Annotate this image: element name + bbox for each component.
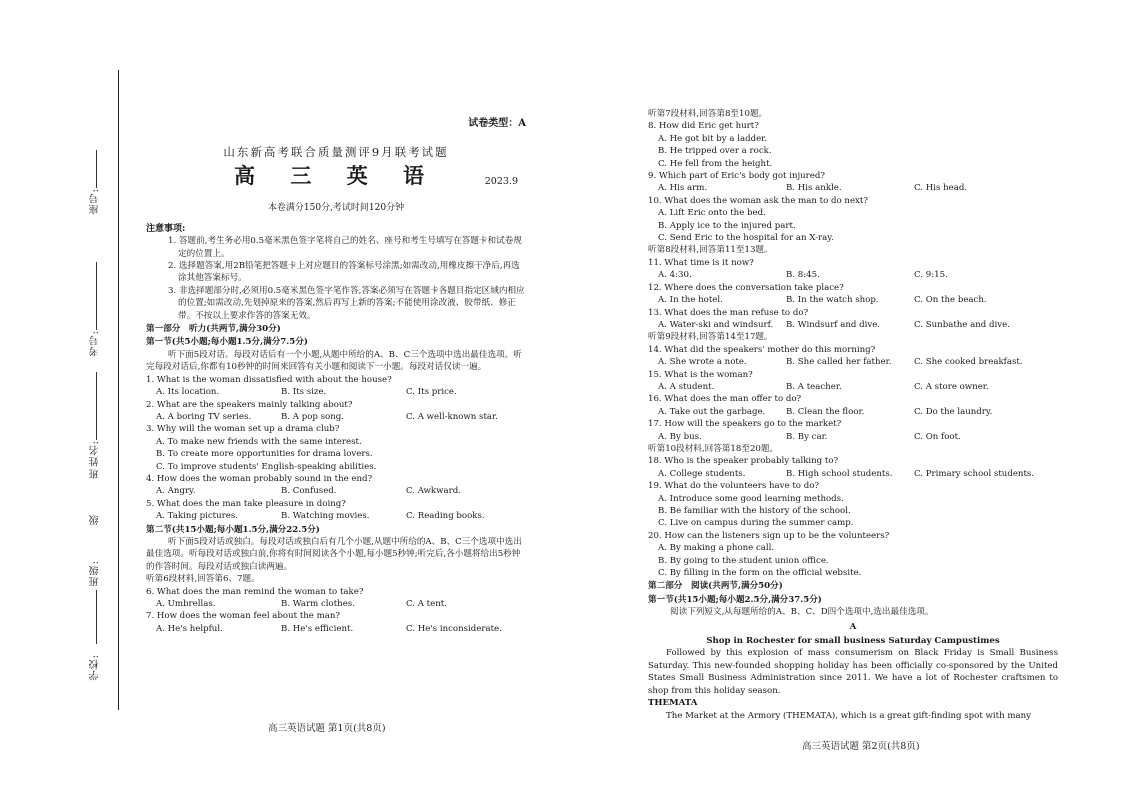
question-10-options bbox=[658, 207, 1058, 244]
option: B. Apply ice to the injured part. bbox=[658, 220, 796, 231]
question-11: 11. What time is it now? bbox=[648, 257, 754, 268]
part-2-section-1-heading: 第一节(共15小题;每小题2.5分,满分37.5分) bbox=[648, 594, 822, 605]
question-18-options bbox=[658, 468, 1058, 480]
option: A. Its location. bbox=[156, 387, 220, 398]
exam-no-blank bbox=[96, 262, 97, 330]
option: C. Awkward. bbox=[406, 486, 461, 497]
question-17: 17. How will the speakers go to the market? bbox=[648, 419, 842, 430]
question-8-options bbox=[658, 133, 1058, 170]
option: A. By bus. bbox=[658, 431, 702, 442]
option: B. She called her father. bbox=[786, 357, 892, 368]
option: A. Lift Eric onto the bed. bbox=[658, 208, 766, 219]
option: B. Watching movies. bbox=[281, 511, 370, 522]
option: C. Its price. bbox=[406, 387, 457, 398]
option: B. Confused. bbox=[281, 486, 337, 497]
name-blank bbox=[96, 372, 97, 440]
question-10: 10. What does the woman ask the man to do next? bbox=[648, 195, 868, 206]
option: C. Do the laundry. bbox=[914, 406, 993, 417]
question-5-options bbox=[156, 510, 526, 522]
themata-heading: THEMATA bbox=[648, 698, 698, 709]
option: A. Angry. bbox=[156, 486, 196, 497]
option: B. High school students. bbox=[786, 468, 893, 479]
question-19: 19. What do the volunteers have to do? bbox=[648, 481, 819, 492]
option: C. Primary school students. bbox=[914, 468, 1035, 479]
question-12: 12. Where does the conversation take place? bbox=[648, 282, 844, 293]
option: B. Clean the floor. bbox=[786, 406, 865, 417]
question-1: 1. What is the woman dissatisfied with about the house? bbox=[146, 374, 392, 385]
class-blank bbox=[96, 590, 97, 644]
question-11-options bbox=[658, 269, 1058, 281]
question-20: 20. How can the listeners sign up to be the volunteers? bbox=[648, 530, 890, 541]
page-2-footer: 高三英语试题 第2页(共8页) bbox=[802, 741, 920, 752]
material-10-heading: 听第10段材料,回答第18至20题。 bbox=[648, 443, 779, 454]
question-2: 2. What are the speakers mainly talking about? bbox=[146, 399, 353, 410]
seat-label: 座号: bbox=[90, 188, 101, 215]
option: C. On foot. bbox=[914, 431, 961, 442]
question-13-options bbox=[658, 319, 1058, 331]
question-5: 5. What does the man take pleasure in doing? bbox=[146, 498, 346, 509]
passage-paragraph: The Market at the Armory (THEMATA), which is a great gift-finding spot with many bbox=[666, 710, 1032, 721]
option: B. By car. bbox=[786, 431, 828, 442]
option: A. He got bit by a ladder. bbox=[658, 133, 768, 144]
option: C. She cooked breakfast. bbox=[914, 357, 1023, 368]
question-15-options bbox=[658, 381, 1058, 393]
part-1-heading: 第一部分 听力(共两节,满分30分) bbox=[146, 324, 281, 335]
option: A. Take out the garbage. bbox=[658, 406, 766, 417]
option: A. In the hotel. bbox=[658, 295, 723, 306]
option: A. A student. bbox=[658, 381, 715, 392]
question-9-options bbox=[658, 182, 1058, 194]
section-2-intro: 听下面5段对话或独白。每段对话或独白后有几个小题,从题中所给的A、B、C三个选项中选出最佳选项。听每段对话或独白前,你将有时间阅读各个小题,每小题5秒钟;听完后,各小题将给出5秒钟的作答时间。每段对话或独白读两遍。 bbox=[146, 536, 522, 572]
material-6-heading: 听第6段材料,回答第6、7题。 bbox=[146, 574, 260, 585]
binding-margin bbox=[0, 0, 120, 794]
seat-blank bbox=[96, 150, 97, 188]
question-14-options bbox=[658, 356, 1058, 368]
question-18: 18. Who is the speaker probably talking to? bbox=[648, 456, 839, 467]
question-4: 4. How does the woman probably sound in the end? bbox=[146, 473, 373, 484]
option: A. Taking pictures. bbox=[156, 511, 238, 522]
option: A. 4:30. bbox=[658, 270, 692, 281]
score-line: 本卷满分150分,考试时间120分钟 bbox=[267, 203, 405, 214]
question-6-options bbox=[156, 598, 526, 610]
option: B. His ankle. bbox=[786, 183, 842, 194]
question-4-options bbox=[156, 485, 526, 497]
page-1 bbox=[146, 118, 526, 635]
option: B. Warm clothes. bbox=[281, 599, 355, 609]
class-field-label: 班级: bbox=[90, 560, 101, 587]
grade-label: 级 bbox=[90, 514, 101, 525]
option: A. She wrote a note. bbox=[658, 357, 747, 368]
option: A. To make new friends with the same interest. bbox=[156, 436, 362, 447]
question-19-options bbox=[658, 493, 1058, 530]
question-2-options bbox=[156, 411, 526, 423]
question-1-options bbox=[156, 386, 526, 398]
option: B. Be familiar with the history of the school. bbox=[658, 506, 851, 516]
section-1-heading: 第一节(共5小题;每小题1.5分,满分7.5分) bbox=[146, 337, 308, 348]
note-item: 2. 选择题答案,用2B铅笔把答题卡上对应题目的答案标号涂黑;如需改动,用橡皮擦干净后,再选涂其他答案标号。 bbox=[168, 261, 520, 284]
exam-date: 2023.9 bbox=[484, 176, 518, 188]
question-7: 7. How does the woman feel about the man? bbox=[146, 611, 341, 622]
option: B. 8:45. bbox=[786, 270, 820, 281]
passage-letter: A bbox=[849, 621, 857, 632]
option: C. Sunbathe and dive. bbox=[914, 319, 1010, 330]
option: C. Send Eric to the hospital for an X-ray. bbox=[658, 233, 834, 244]
part-2-intro: 阅读下列短文,从每题所给的A、B、C、D四个选项中,选出最佳选项。 bbox=[670, 607, 934, 618]
exam-title: 山东新高考联合质量测评9月联考试题 bbox=[223, 145, 449, 159]
question-7-options bbox=[156, 623, 526, 635]
option: C. Reading books. bbox=[406, 511, 485, 522]
option: A. By making a phone call. bbox=[658, 543, 775, 554]
material-7-heading: 听第7段材料,回答第8至10题。 bbox=[648, 109, 768, 119]
name-label: 姓名: bbox=[90, 440, 101, 467]
option: A. Water-ski and windsurf. bbox=[658, 319, 774, 330]
option: B. By going to the student union office. bbox=[658, 555, 829, 566]
section-2-heading: 第二节(共15小题;每小题1.5分,满分22.5分) bbox=[146, 524, 320, 535]
option: B. Windsurf and dive. bbox=[786, 319, 881, 330]
passage-paragraph: Followed by this explosion of mass consumerism on Black Friday is Small Business Saturday. This new-founded shopping holiday has been officially co-sponsored by the United States Small Business Administration since 2011. We have a lot of Rochester craftsmen to shop from this holiday season. bbox=[648, 648, 1058, 696]
question-16: 16. What does the man offer to do? bbox=[648, 394, 802, 405]
section-1-intro: 听下面5段对话。每段对话后有一个小题,从题中所给的A、B、C三个选项中选出最佳选项。听完每段对话后,你都有10秒钟的时间来回答有关小题和阅读下一小题。每段对话仅读一遍。 bbox=[146, 349, 522, 373]
note-item: 3. 非选择题部分时,必须用0.5毫米黑色签字笔作答,答案必须写在答题卡各题目指定区域内相应的位置;如需改动,先划掉原来的答案,然后再写上新的答案;不能使用涂改液、胶带纸、修正带。不按以上要求作答的答案无效。 bbox=[168, 285, 525, 321]
question-20-options bbox=[658, 542, 1058, 579]
question-17-options bbox=[658, 431, 1058, 443]
option: A. He's helpful. bbox=[156, 623, 223, 634]
question-13: 13. What does the man refuse to do? bbox=[648, 307, 809, 318]
notes-heading: 注意事项: bbox=[146, 223, 186, 234]
option: A. Umbrellas. bbox=[156, 599, 216, 609]
option: B. A pop song. bbox=[281, 411, 344, 422]
question-6: 6. What does the man remind the woman to take? bbox=[146, 586, 364, 597]
option: A. College students. bbox=[658, 468, 746, 479]
part-2-heading: 第二部分 阅读(共两节,满分50分) bbox=[648, 581, 783, 592]
option: C. Live on campus during the summer camp. bbox=[658, 518, 854, 529]
option: B. A teacher. bbox=[786, 381, 842, 392]
page-1-footer: 高三英语试题 第1页(共8页) bbox=[268, 723, 386, 734]
option: A. A boring TV series. bbox=[156, 411, 252, 422]
class-label: 班 bbox=[90, 468, 101, 479]
margin-rule bbox=[118, 70, 119, 710]
question-14: 14. What did the speakers' mother do this morning? bbox=[648, 344, 876, 355]
option: C. He fell from the height. bbox=[658, 158, 773, 169]
question-16-options bbox=[658, 406, 1058, 418]
option: C. To improve students' English-speaking abilities. bbox=[156, 461, 377, 472]
note-item: 1. 答题前,考生务必用0.5毫米黑色签字笔将自己的姓名、座号和考生号填写在答题卡和试卷规定的位置上。 bbox=[168, 236, 522, 259]
option: C. By filling in the form on the official website. bbox=[658, 568, 862, 579]
passage-title: Shop in Rochester for small business Saturday Campustimes bbox=[706, 636, 1000, 647]
option: A. His arm. bbox=[658, 183, 708, 194]
option: C. He's inconsiderate. bbox=[406, 623, 502, 634]
subject-title: 高 三 英 语 bbox=[234, 164, 438, 189]
option: B. To create more opportunities for drama lovers. bbox=[156, 449, 373, 460]
subject-row bbox=[146, 164, 526, 194]
question-8: 8. How did Eric get hurt? bbox=[648, 121, 759, 132]
page-2 bbox=[648, 108, 1058, 722]
material-9-heading: 听第9段材料,回答第14至17题。 bbox=[648, 332, 773, 343]
exam-no-label: 考号: bbox=[90, 330, 101, 357]
school-label: 学校: bbox=[90, 654, 101, 681]
question-15: 15. What is the woman? bbox=[648, 369, 753, 380]
question-3-options bbox=[156, 436, 526, 473]
option: B. He tripped over a rock. bbox=[658, 146, 772, 157]
option: B. He's efficient. bbox=[281, 623, 354, 634]
option: C. A well-known star. bbox=[406, 411, 498, 422]
question-12-options bbox=[658, 294, 1058, 306]
option: C. A store owner. bbox=[914, 381, 989, 392]
question-9: 9. Which part of Eric's body got injured? bbox=[648, 171, 825, 182]
option: C. 9:15. bbox=[914, 270, 948, 281]
option: C. His head. bbox=[914, 183, 968, 194]
exam-type: 试卷类型：A bbox=[468, 118, 526, 129]
option: A. Introduce some good learning methods. bbox=[658, 493, 844, 504]
option: C. On the beach. bbox=[914, 295, 987, 306]
material-8-heading: 听第8段材料,回答第11至13题。 bbox=[648, 245, 773, 256]
option: B. Its size. bbox=[281, 387, 327, 398]
question-3: 3. Why will the woman set up a drama club? bbox=[146, 424, 340, 435]
option: B. In the watch shop. bbox=[786, 295, 879, 306]
option: C. A tent. bbox=[406, 599, 447, 609]
